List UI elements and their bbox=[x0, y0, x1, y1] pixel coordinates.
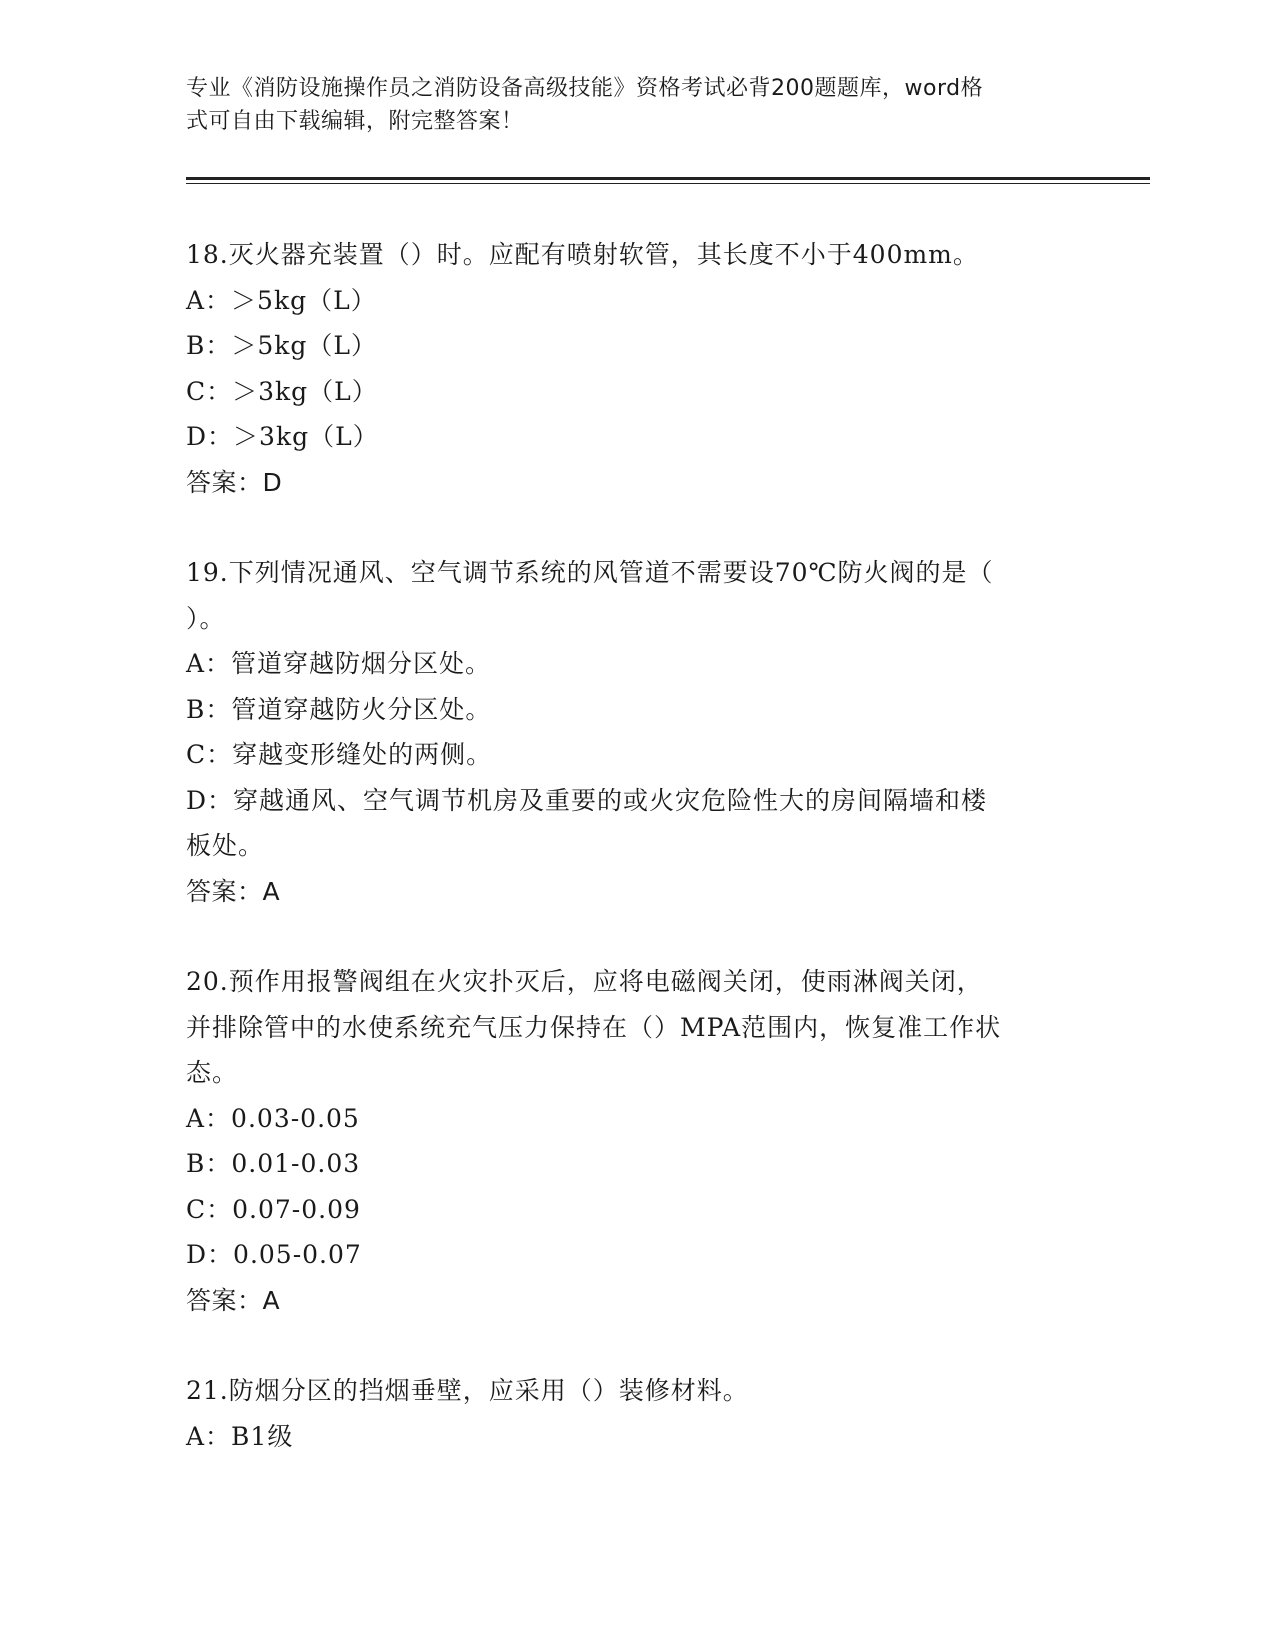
option-a: A：管道穿越防烟分区处。 bbox=[186, 649, 492, 678]
question-19 bbox=[186, 550, 1076, 914]
question-stem: 18.灭火器充装置（）时。应配有喷射软管，其长度不小于400mm。 bbox=[186, 240, 979, 269]
header-divider-thick bbox=[186, 177, 1150, 180]
question-18 bbox=[186, 232, 1076, 505]
option-d: D：穿越通风、空气调节机房及重要的或火灾危险性大的房间隔墙和楼 bbox=[186, 785, 988, 815]
answer-label: 答案：A bbox=[186, 1285, 281, 1315]
option-d: D：＞3kg（L） bbox=[186, 422, 379, 451]
question-list bbox=[186, 232, 1076, 1504]
option-d-continued: 板处。 bbox=[186, 831, 265, 860]
question-20 bbox=[186, 959, 1076, 1323]
answer-label: 答案：D bbox=[186, 467, 283, 497]
option-a: A：0.03-0.05 bbox=[186, 1103, 360, 1133]
header-divider-thin bbox=[186, 183, 1150, 184]
option-b: B：＞5kg（L） bbox=[186, 331, 378, 360]
question-stem-continued: 并排除管中的水使系统充气压力保持在（）MPA范围内，恢复准工作状 bbox=[186, 1012, 1002, 1042]
answer-label: 答案：A bbox=[186, 876, 281, 906]
document-header bbox=[186, 72, 1066, 138]
option-c: C：＞3kg（L） bbox=[186, 376, 378, 406]
option-a: A：＞5kg（L） bbox=[186, 285, 377, 315]
question-21 bbox=[186, 1368, 1076, 1459]
option-c: C：0.07-0.09 bbox=[186, 1194, 361, 1224]
question-stem: 19.下列情况通风、空气调节系统的风管道不需要设70℃防火阀的是（ bbox=[186, 558, 994, 587]
question-stem-continued: 态。 bbox=[186, 1058, 239, 1087]
header-intro-line: 式可自由下载编辑，附完整答案！ bbox=[186, 109, 524, 134]
header-intro-line: 专业《消防设施操作员之消防设备高级技能》资格考试必背200题题库，word格 bbox=[186, 76, 984, 101]
option-c: C：穿越变形缝处的两侧。 bbox=[186, 740, 493, 769]
option-b: B：0.01-0.03 bbox=[186, 1149, 361, 1178]
option-b: B：管道穿越防火分区处。 bbox=[186, 694, 492, 724]
option-a: A：B1级 bbox=[186, 1421, 294, 1451]
question-stem: 20.预作用报警阀组在火灾扑灭后，应将电磁阀关闭，使雨淋阀关闭， bbox=[186, 967, 983, 996]
question-stem-continued: ）。 bbox=[186, 603, 226, 633]
question-stem: 21.防烟分区的挡烟垂壁，应采用（）装修材料。 bbox=[186, 1376, 749, 1405]
option-d: D：0.05-0.07 bbox=[186, 1240, 362, 1269]
